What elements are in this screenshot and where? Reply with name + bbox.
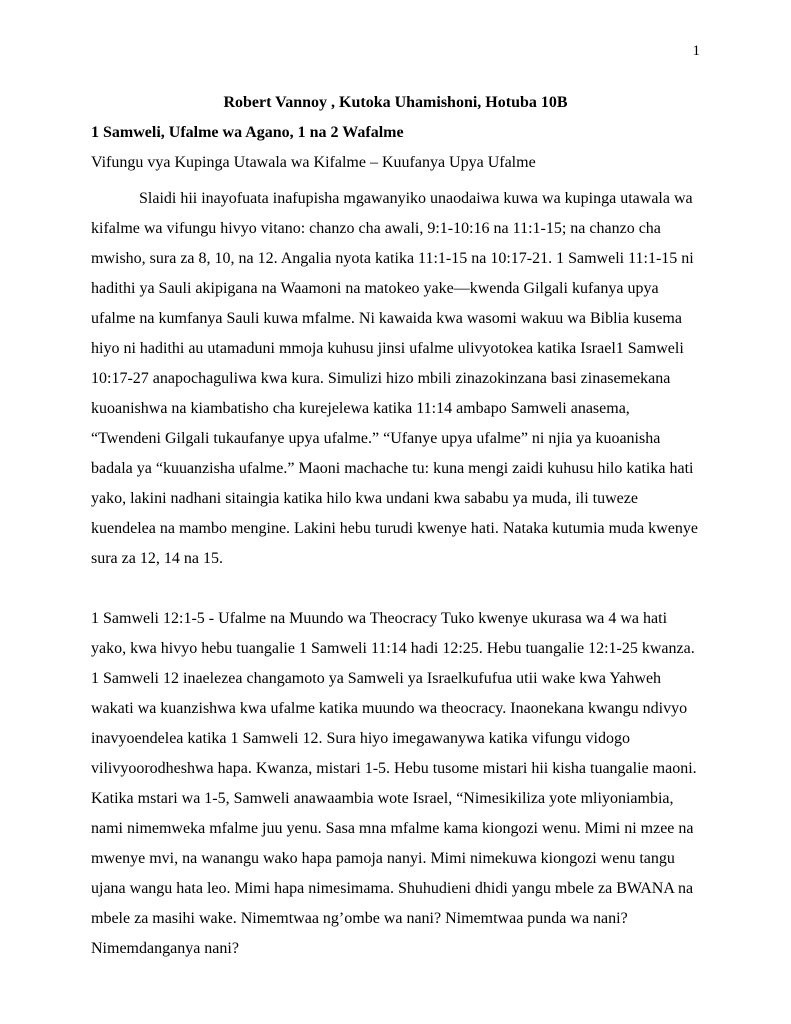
paragraph-2: 1 Samweli 12:1-5 - Ufalme na Muundo wa Theocracy Tuko kwenye ukurasa wa 4 wa hati yako, kwa hivyo hebu tuangalie 1 Samweli 11:14 hadi 12:25. Hebu tuangalie 12:1-25 kwanza. 1 Samweli 12 inaelezea changamoto ya Samweli ya Israelkufufua utii wake kwa Yahweh wakati wa kuanzishwa kwa ufalme katika muundo wa theocracy. Inaonekana kwangu ndivyo inavyoendelea katika 1 Samweli 12. Sura hiyo imegawanywa katika vifungu vidogo vilivyoorodheshwa hapa. Kwanza, mistari 1-5. Hebu tusome mistari hii kisha tuangalie maoni. Katika mstari wa 1-5, Samweli anawaambia wote Israel, “Nimesikiliza yote mliyoniambia, nami nimemweka mfalme juu yenu. Sasa mna mfalme kama kiongozi wenu. Mimi ni mzee na mwenye mvi, na wanangu wako hapa pamoja nanyi. Mimi nimekuwa kiongozi wenu tangu ujana wangu hata leo. Mimi hapa nimesimama. Shuhudieni dhidi yangu mbele za BWANA na mbele za masihi wake. Nimemtwaa ng’ombe wa nani? Nimemtwaa punda wa nani? Nimemdanganya nani? xyxy=(91,610,697,957)
paragraph-1: Slaidi hii inayofuata inafupisha mgawanyiko unaodaiwa kuwa wa kupinga utawala wa kifalme wa vifungu hivyo vitano: chanzo cha awali, 9:1-10:16 na 11:1-15; na chanzo cha mwisho, sura za 8, 10, na 12. Angalia nyota katika 11:1-15 na 10:17-21. 1 Samweli 11:1-15 ni hadithi ya Sauli akipigana na Waamoni na matokeo yake—kwenda Gilgali kufanya upya ufalme na kumfanya Sauli kuwa mfalme. Ni kawaida kwa wasomi wakuu wa Biblia kusema hiyo ni hadithi au utamaduni mmoja kuhusu jinsi ufalme ulivyotokea katika Israel1 Samweli 10:17-27 anapochaguliwa kwa kura. Simulizi hizo mbili zinazokinzana basi zinasemekana kuoanishwa na kiambatisho cha kurejelewa katika 11:14 ambapo Samweli anasema, “Twendeni Gilgali tukaufanye upya ufalme.” “Ufanye upya ufalme” ni njia ya kuoanisha badala ya “kuuanzisha ufalme.” Maoni machache tu: kuna mengi zaidi kuhusu hilo katika hati yako, lakini nadhani sitaingia katika hilo kwa undani kwa sababu ya muda, ili tuweze kuendelea na mambo mengine. Lakini hebu turudi kwenye hati. Nataka kutumia muda kwenye sura za 12, 14 na 15. xyxy=(91,190,698,567)
document-title: Robert Vannoy , Kutoka Uhamishoni, Hotuba 10B xyxy=(223,94,568,111)
section-subheading: Vifungu vya Kupinga Utawala wa Kifalme – Kuufanya Upya Ufalme xyxy=(91,154,536,171)
document-heading: 1 Samweli, Ufalme wa Agano, 1 na 2 Wafalme xyxy=(91,124,404,141)
page-number: 1 xyxy=(692,43,700,59)
